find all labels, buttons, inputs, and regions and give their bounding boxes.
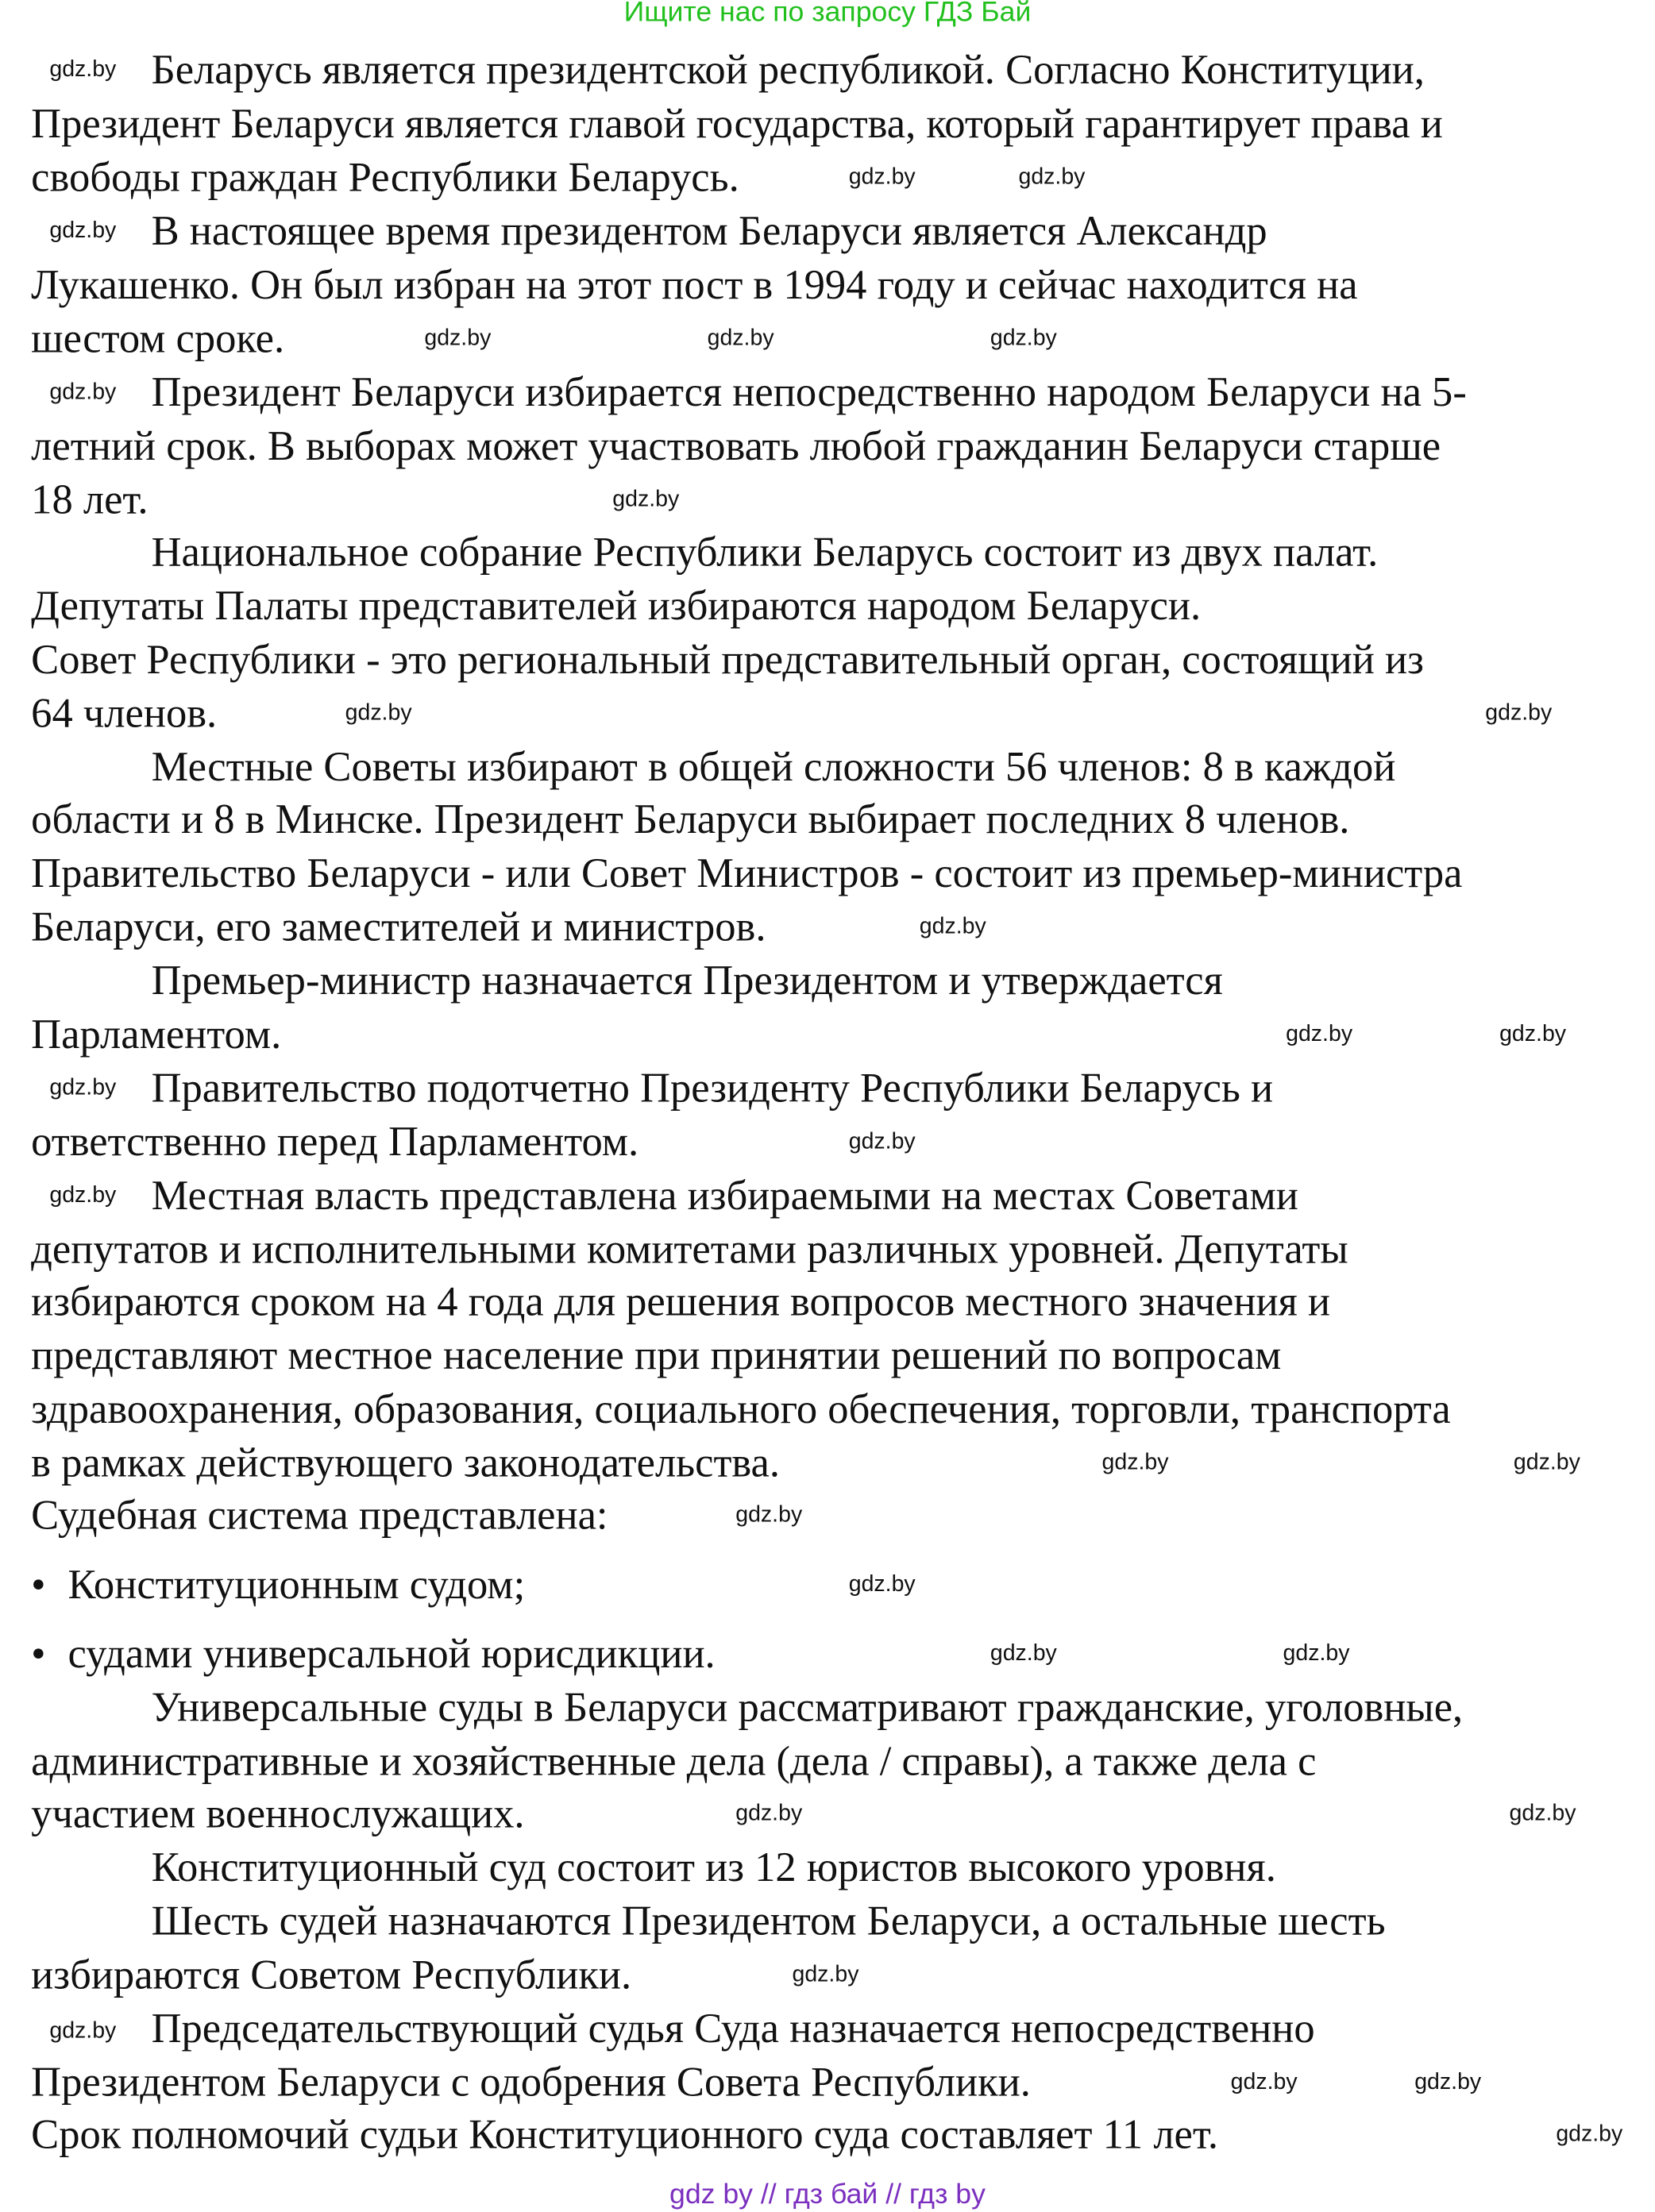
- text-line: 18 лет.: [31, 478, 149, 524]
- text-line: Беларусь является президентской республикой. Согласно Конституции,: [151, 48, 1425, 94]
- text-line: шестом сроке.: [31, 316, 285, 362]
- text-line: Национальное собрание Республики Беларусь состоит из двух палат.: [151, 530, 1379, 576]
- watermark-text: gdz.by: [1286, 1022, 1353, 1047]
- watermark-text: gdz.by: [792, 1963, 859, 1987]
- watermark-text: gdz.by: [1485, 701, 1553, 726]
- watermark-text: gdz.by: [707, 326, 774, 351]
- text-line: Местные Советы избирают в общей сложности 56 членов: 8 в каждой: [151, 745, 1396, 791]
- text-line: депутатов и исполнительными комитетами различных уровней. Депутаты: [31, 1227, 1348, 1274]
- text-line: 64 членов.: [31, 692, 218, 738]
- text-line: Беларуси, его заместителей и министров.: [31, 904, 766, 950]
- watermark-text: gdz.by: [1414, 2070, 1482, 2094]
- text-line: Президентом Беларуси с одобрения Совета Республики.: [31, 2060, 1031, 2106]
- watermark-text: gdz.by: [1101, 1451, 1169, 1475]
- watermark-text: gdz.by: [990, 1641, 1057, 1667]
- list-item: Конституционным судом;: [68, 1563, 526, 1609]
- text-line: избираются Советом Республики.: [31, 1952, 632, 1998]
- text-line: Совет Республики - это региональный представительный орган, состоящий из: [31, 638, 1424, 684]
- watermark-text: gdz.by: [1513, 1451, 1580, 1475]
- watermark-text: gdz.by: [612, 487, 680, 512]
- text-line: Шесть судей назначаются Президентом Беларуси, а остальные шесть: [151, 1899, 1386, 1945]
- watermark-text: gdz.by: [1499, 1022, 1567, 1047]
- text-line: административные и хозяйственные дела (дела / справы), а также дела с: [31, 1739, 1317, 1785]
- text-line: Лукашенко. Он был избран на этот пост в 1994 году и сейчас находится на: [31, 263, 1358, 309]
- watermark-text: gdz.by: [49, 2019, 117, 2044]
- text-line: летний срок. В выборах может участвовать любой гражданин Беларуси старше: [31, 424, 1441, 470]
- text-line: Конституционный суд состоит из 12 юристов высокого уровня.: [151, 1845, 1276, 1891]
- text-line: Председательствующий судья Суда назначается непосредственно: [151, 2006, 1315, 2052]
- text-line: Срок полномочий судьи Конституционного суда составляет 11 лет.: [31, 2113, 1219, 2159]
- text-line: свободы граждан Республики Беларусь.: [31, 155, 739, 201]
- text-line: представляют местное население при принятии решений по вопросам: [31, 1333, 1282, 1379]
- watermark-text: gdz.by: [424, 326, 492, 351]
- text-line: Президент Беларуси является главой государства, который гарантирует права и: [31, 102, 1443, 148]
- watermark-text: gdz.by: [848, 1130, 916, 1154]
- watermark-text: gdz.by: [49, 58, 117, 83]
- list-item: судами универсальной юрисдикции.: [68, 1632, 716, 1678]
- watermark-text: gdz.by: [735, 1503, 803, 1528]
- watermark-text: gdz.by: [919, 915, 986, 939]
- text-line: Правительство Беларуси - или Совет Министров - состоит из премьер-министра: [31, 851, 1463, 897]
- text-line: здравоохранения, образования, социального обеспечения, торговли, транспорта: [31, 1387, 1451, 1433]
- bullet-marker: •: [31, 1563, 46, 1609]
- watermark-text: gdz.by: [735, 1802, 803, 1826]
- text-line: области и 8 в Минске. Президент Беларуси выбирает последних 8 членов.: [31, 797, 1350, 843]
- watermark-text: gdz.by: [345, 701, 412, 726]
- text-line: Правительство подотчетно Президенту Республики Беларусь и: [151, 1066, 1274, 1112]
- text-line: Судебная система представлена:: [31, 1493, 608, 1539]
- watermark-text: gdz.by: [1230, 2070, 1298, 2094]
- watermark-text: gdz.by: [1509, 1802, 1576, 1826]
- text-line: избираются сроком на 4 года для решения вопросов местного значения и: [31, 1279, 1331, 1325]
- text-line: Премьер-министр назначается Президентом и утверждается: [151, 958, 1223, 1004]
- text-line: ответственно перед Парламентом.: [31, 1119, 639, 1166]
- watermark-text: gdz.by: [49, 380, 117, 405]
- text-line: Универсальные суды в Беларуси рассматривают гражданские, уголовные,: [151, 1686, 1464, 1732]
- watermark-text: gdz.by: [1556, 2122, 1623, 2147]
- watermark-text: gdz.by: [49, 1076, 117, 1100]
- text-line: участием военнослужащих.: [31, 1791, 525, 1837]
- text-line: Парламентом.: [31, 1012, 282, 1058]
- search-hint-header: Ищите нас по запросу ГДЗ Бай: [623, 0, 1032, 29]
- watermark-text: gdz.by: [990, 326, 1057, 351]
- site-footer: gdz by // гдз бай // гдз by: [669, 2179, 986, 2211]
- text-line: в рамках действующего законодательства.: [31, 1441, 781, 1487]
- watermark-text: gdz.by: [848, 165, 916, 190]
- watermark-text: gdz.by: [1018, 165, 1086, 190]
- text-line: Местная власть представлена избираемыми на местах Советами: [151, 1173, 1298, 1220]
- watermark-text: gdz.by: [848, 1572, 916, 1597]
- bullet-marker: •: [31, 1632, 46, 1678]
- text-line: Депутаты Палаты представителей избираются народом Беларуси.: [31, 584, 1202, 630]
- watermark-text: gdz.by: [49, 219, 117, 244]
- watermark-text: gdz.by: [49, 1183, 117, 1208]
- text-line: В настоящее время президентом Беларуси является Александр: [151, 209, 1267, 255]
- watermark-text: gdz.by: [1283, 1641, 1350, 1667]
- text-line: Президент Беларуси избирается непосредственно народом Беларуси на 5-: [151, 370, 1467, 416]
